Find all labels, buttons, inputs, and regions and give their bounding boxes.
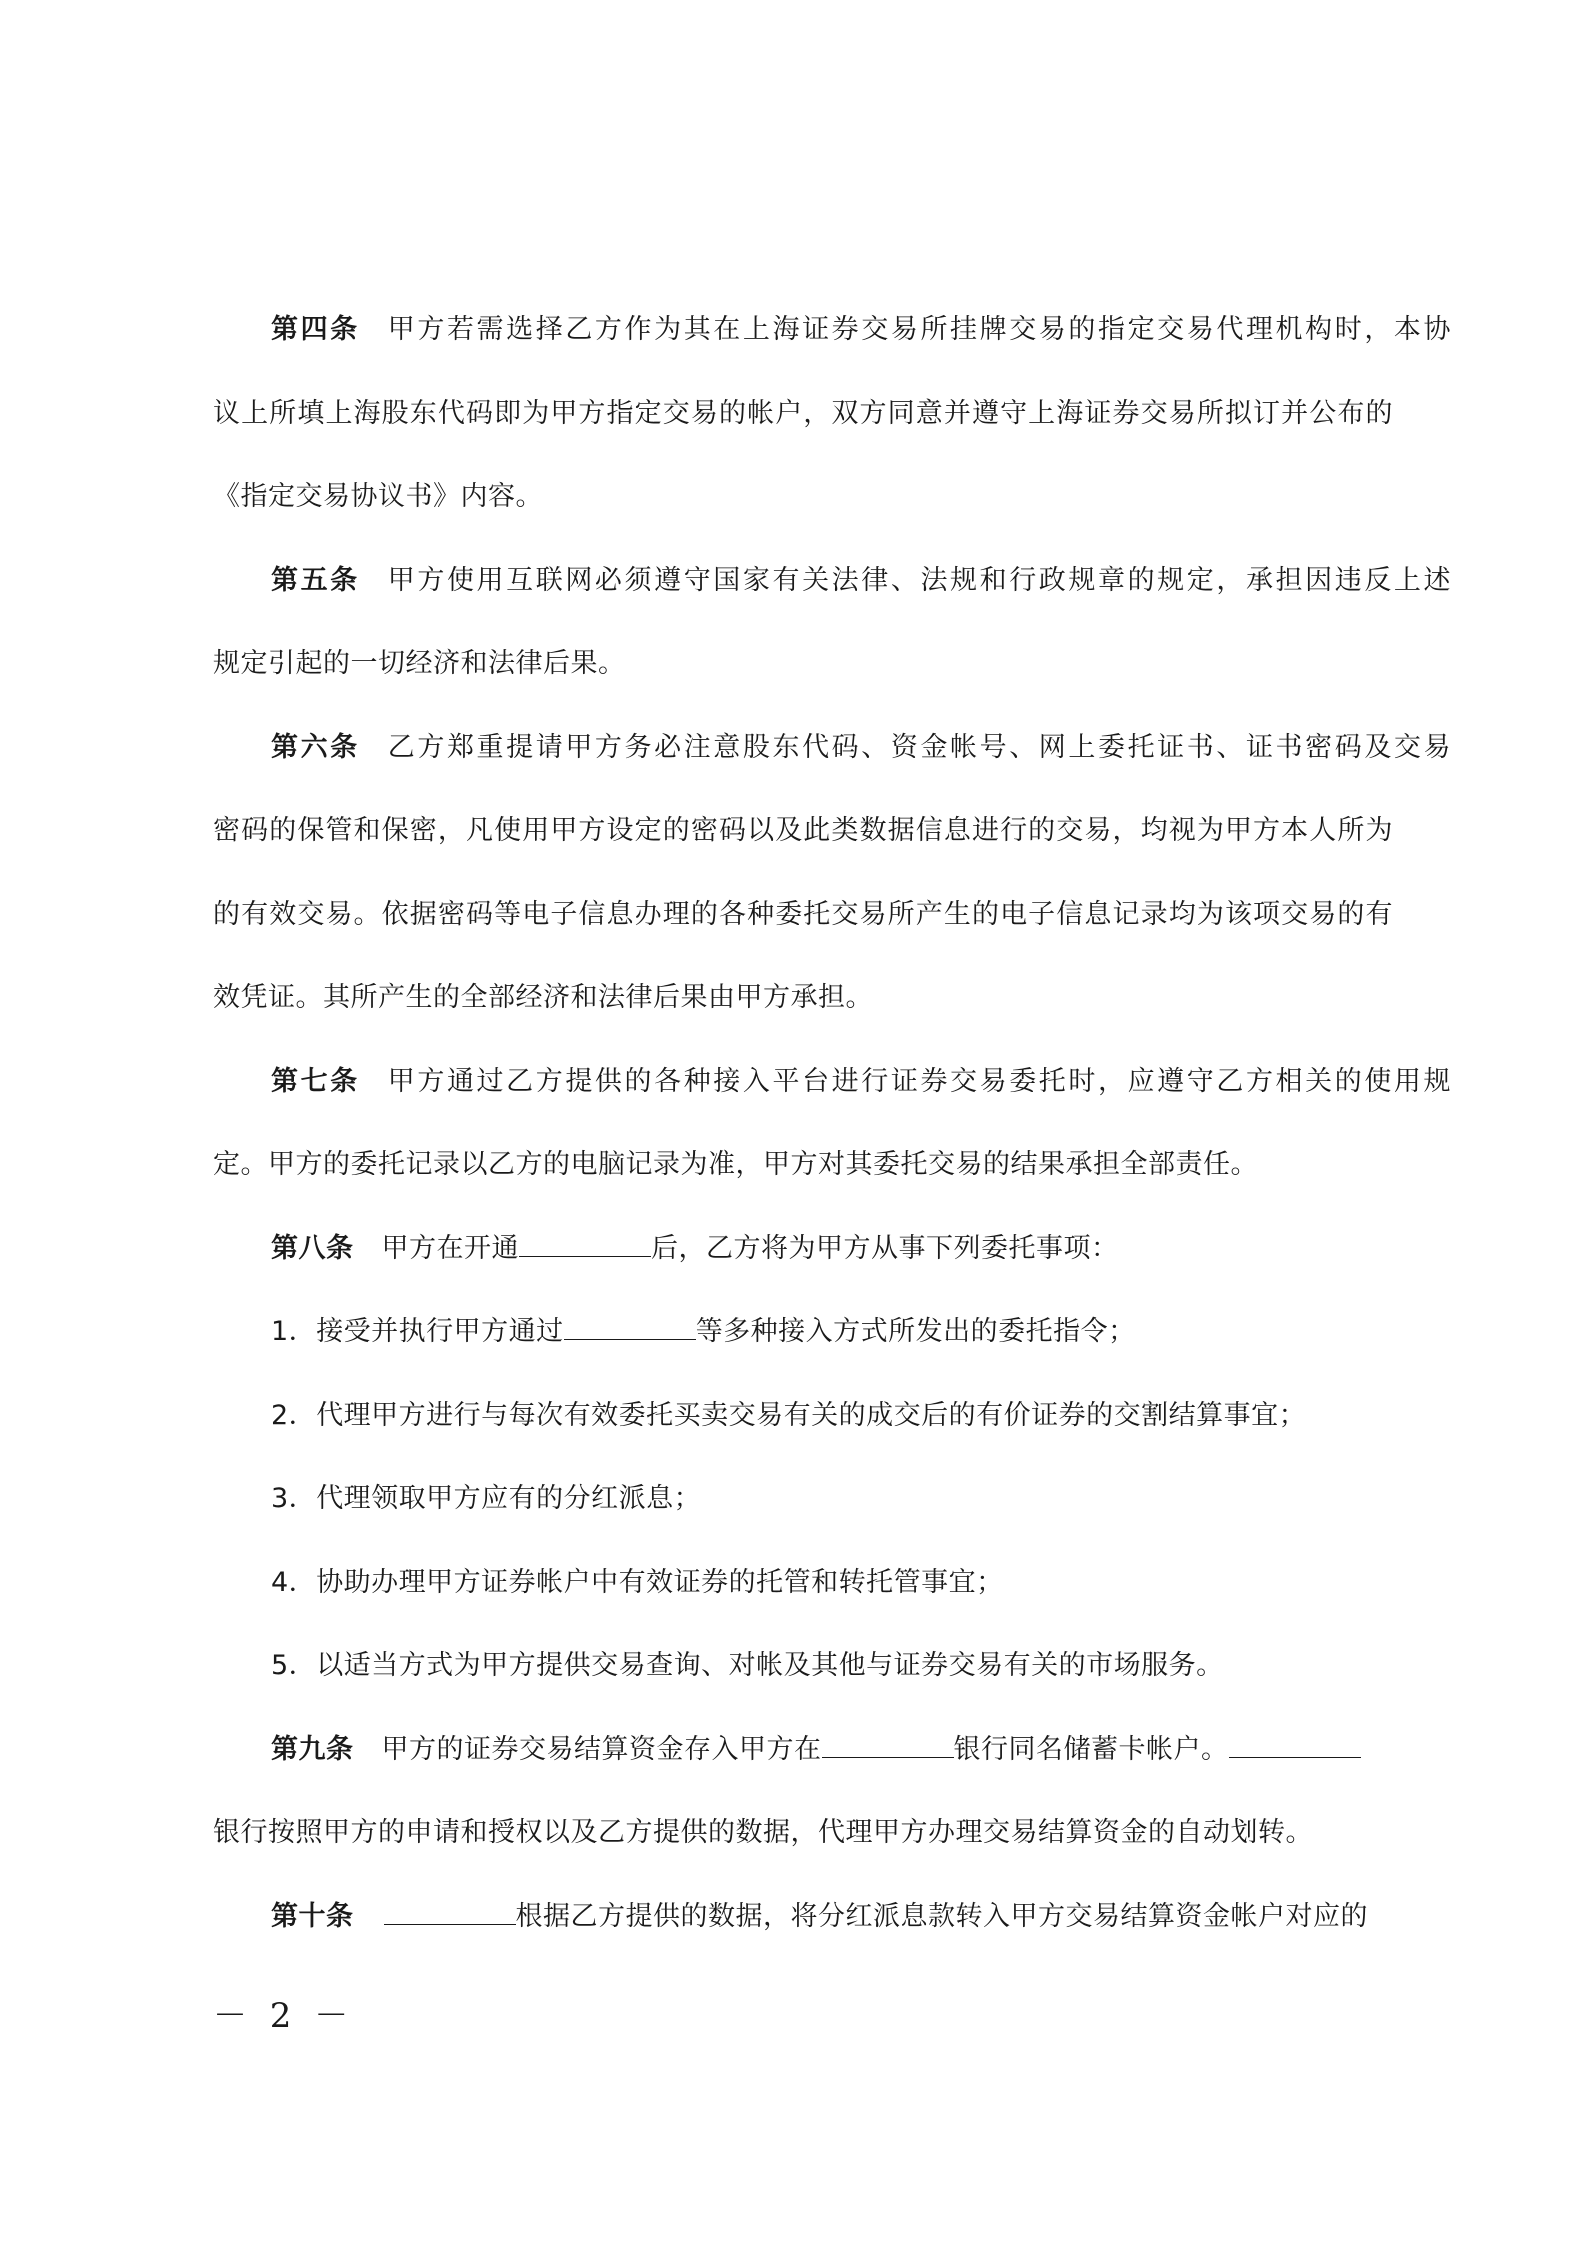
item-5-text: 以适当方式为甲方提供交易查询、对帐及其他与证券交易有关的市场服务。 xyxy=(316,1650,1224,1681)
article-10-blank xyxy=(384,1902,516,1925)
article-6-line-3 xyxy=(213,873,1393,957)
article-6-line-2 xyxy=(213,789,1393,873)
article-5-line-1 xyxy=(213,539,1451,623)
item-1-number: 1． xyxy=(271,1316,317,1347)
item-4-number: 4． xyxy=(271,1566,317,1598)
article-8-text-pre: 甲方在开通 xyxy=(381,1232,519,1264)
article-9-blank-2 xyxy=(1229,1735,1361,1758)
article-8-line-1 xyxy=(213,1207,1393,1291)
article-7-text-1: 甲方通过乙方提供的各种接入平台进行证券交易委托时，应遵守乙方相关的使用规 xyxy=(387,1065,1452,1097)
article-10-text-post: 根据乙方提供的数据，将分红派息款转入甲方交易结算资金帐户对应的 xyxy=(515,1900,1368,1932)
article-10-label: 第十条 xyxy=(271,1900,354,1932)
item-1-text-pre: 接受并执行甲方通过 xyxy=(316,1316,564,1347)
article-4-line-2 xyxy=(213,372,1393,456)
article-6-line-1 xyxy=(213,706,1451,790)
article-7-text-2: 定。甲方的委托记录以乙方的电脑记录为准，甲方对其委托交易的结果承担全部责任。 xyxy=(213,1149,1258,1180)
article-9-text-2: 银行按照甲方的申请和授权以及乙方提供的数据，代理甲方办理交易结算资金的自动划转。 xyxy=(213,1817,1313,1848)
article-6-text-4: 效凭证。其所产生的全部经济和法律后果由甲方承担。 xyxy=(213,982,873,1013)
article-4-line-3 xyxy=(213,455,1393,539)
article-9-line-2 xyxy=(213,1791,1393,1875)
article-8-label: 第八条 xyxy=(271,1232,354,1264)
article-4-text-1: 甲方若需选择乙方作为其在上海证券交易所挂牌交易的指定交易代理机构时，本协 xyxy=(387,314,1452,345)
article-10-line-1 xyxy=(213,1875,1393,1959)
article-9-text-mid: 银行同名储蓄卡帐户。 xyxy=(953,1733,1229,1765)
page-number: － 2 － xyxy=(213,1996,355,2036)
article-9-line-1 xyxy=(213,1708,1393,1792)
article-4-line-1 xyxy=(213,288,1451,372)
article-9-label: 第九条 xyxy=(271,1733,354,1765)
article-8-item-2 xyxy=(213,1374,1393,1458)
item-1-blank xyxy=(564,1317,696,1340)
article-5-label: 第五条 xyxy=(271,564,360,596)
article-7-line-2 xyxy=(213,1123,1393,1207)
article-7-label: 第七条 xyxy=(271,1065,360,1097)
article-8-item-3 xyxy=(213,1457,1393,1541)
item-3-number: 3． xyxy=(271,1483,317,1514)
article-5-line-2 xyxy=(213,622,1393,706)
article-7-line-1 xyxy=(213,1040,1451,1124)
item-2-number: 2． xyxy=(271,1399,317,1431)
item-4-text: 协助办理甲方证券帐户中有效证券的托管和转托管事宜； xyxy=(316,1566,1004,1598)
article-8-text-post: 后，乙方将为甲方从事下列委托事项： xyxy=(651,1232,1119,1264)
article-5-text-1: 甲方使用互联网必须遵守国家有关法律、法规和行政规章的规定，承担因违反上述 xyxy=(387,564,1452,596)
article-8-item-4 xyxy=(213,1541,1393,1625)
article-8-item-5 xyxy=(213,1624,1393,1708)
article-9-blank-1 xyxy=(822,1735,954,1758)
article-6-text-3: 的有效交易。依据密码等电子信息办理的各种委托交易所产生的电子信息记录均为该项交易的有 xyxy=(213,898,1393,930)
item-2-text: 代理甲方进行与每次有效委托买卖交易有关的成交后的有价证券的交割结算事宜； xyxy=(316,1399,1307,1431)
item-3-text: 代理领取甲方应有的分红派息； xyxy=(316,1483,702,1514)
article-6-text-2: 密码的保管和保密，凡使用甲方设定的密码以及此类数据信息进行的交易，均视为甲方本人所为 xyxy=(213,815,1393,846)
article-6-line-4 xyxy=(213,956,1393,1040)
article-4-text-3: 《指定交易协议书》内容。 xyxy=(213,481,543,512)
item-1-text-post: 等多种接入方式所发出的委托指令； xyxy=(695,1316,1136,1347)
article-8-blank xyxy=(519,1234,651,1257)
article-6-text-1: 乙方郑重提请甲方务必注意股东代码、资金帐号、网上委托证书、证书密码及交易 xyxy=(387,731,1452,763)
document-body xyxy=(213,288,1452,1958)
item-5-number: 5． xyxy=(271,1650,317,1681)
article-6-label: 第六条 xyxy=(271,731,360,763)
article-4-label: 第四条 xyxy=(271,314,360,345)
article-8-item-1 xyxy=(213,1290,1393,1374)
article-4-text-2: 议上所填上海股东代码即为甲方指定交易的帐户，双方同意并遵守上海证券交易所拟订并公布的 xyxy=(213,397,1393,429)
article-5-text-2: 规定引起的一切经济和法律后果。 xyxy=(213,648,626,679)
article-9-text-pre: 甲方的证券交易结算资金存入甲方在 xyxy=(381,1733,822,1765)
